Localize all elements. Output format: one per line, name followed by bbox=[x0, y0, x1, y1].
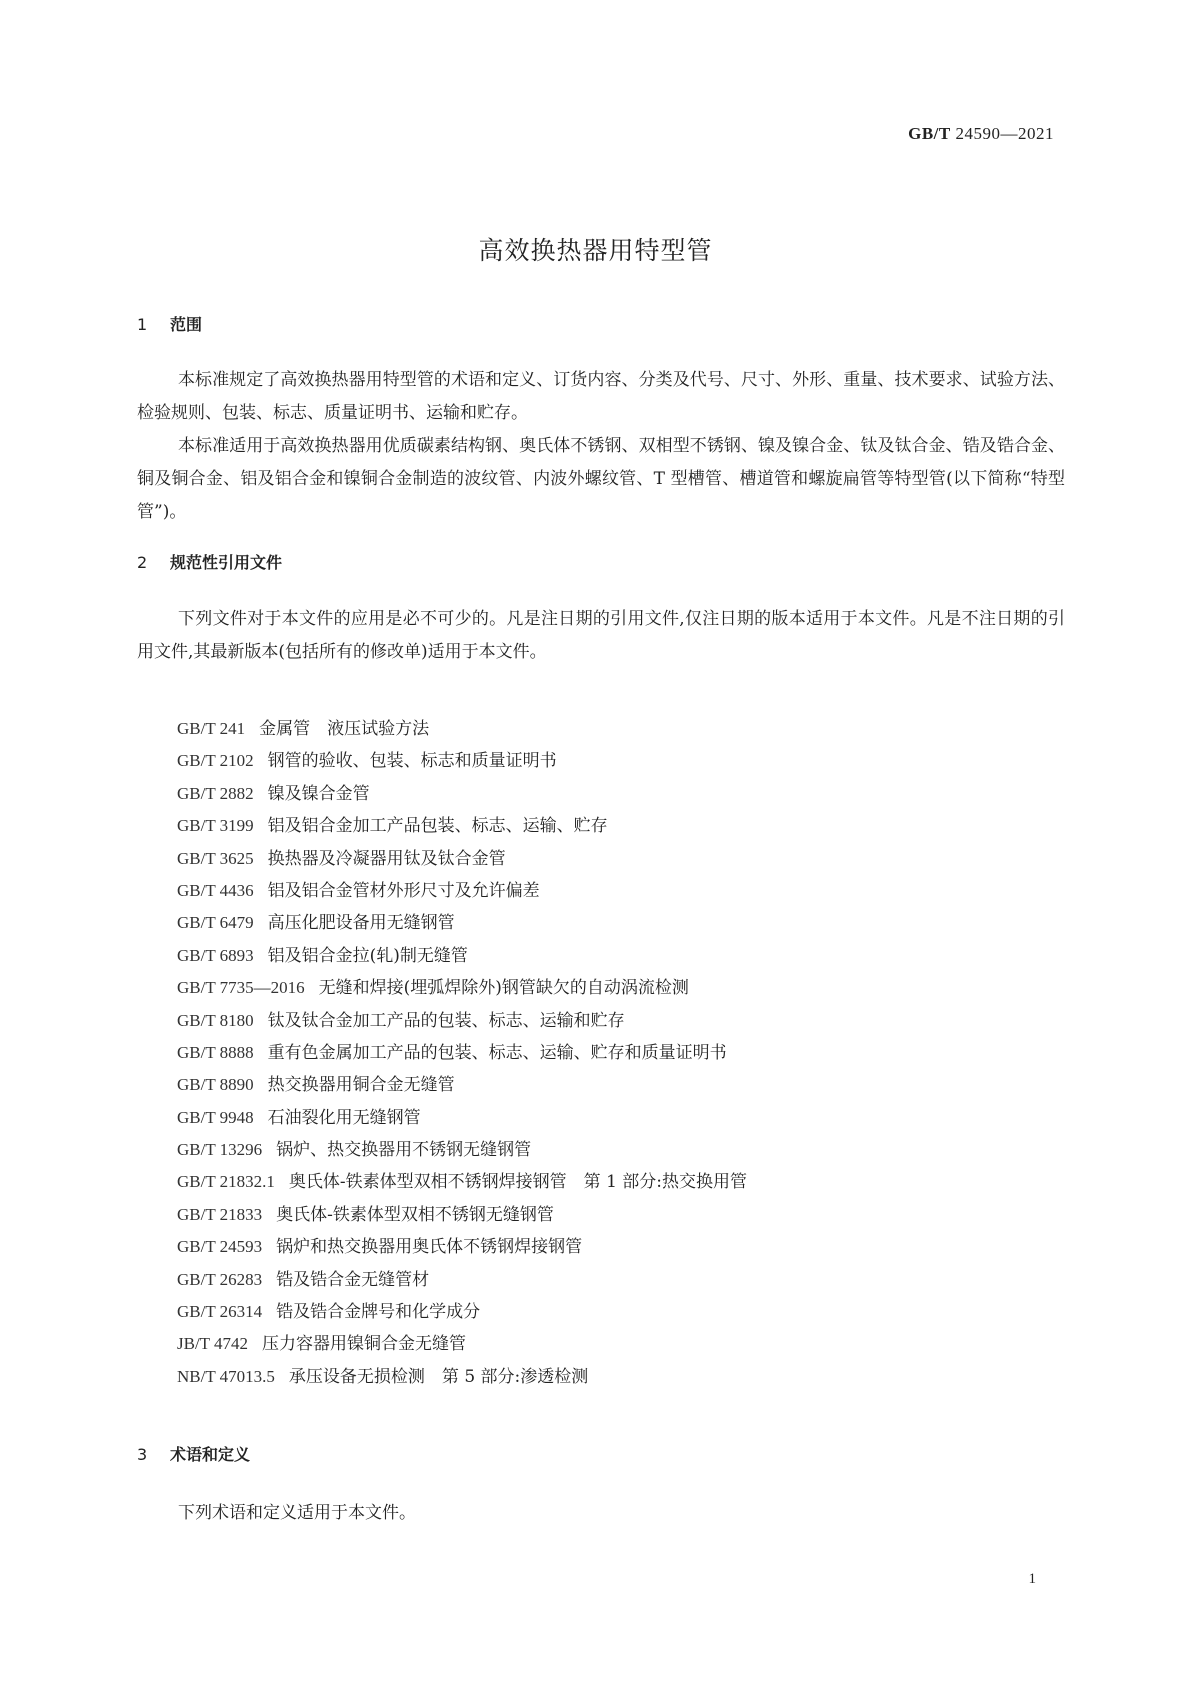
reference-code: GB/T 7735—2016 bbox=[177, 978, 305, 998]
reference-item bbox=[177, 778, 747, 810]
reference-code: GB/T 8890 bbox=[177, 1075, 254, 1095]
reference-code: GB/T 3199 bbox=[177, 816, 254, 836]
reference-title: 镍及镍合金管 bbox=[267, 783, 370, 804]
reference-item bbox=[177, 713, 747, 745]
standard-code bbox=[908, 124, 1054, 144]
scope-paragraph-1: 本标准规定了高效换热器用特型管的术语和定义、订货内容、分类及代号、尺寸、外形、重量、技术要求、试验方法、检验规则、包装、标志、质量证明书、运输和贮存。 bbox=[137, 370, 1065, 423]
reference-item bbox=[177, 1361, 747, 1393]
standard-number: 24590—2021 bbox=[955, 124, 1054, 143]
reference-title: 锅炉、热交换器用不锈钢无缝钢管 bbox=[276, 1140, 532, 1161]
reference-item bbox=[177, 1264, 747, 1296]
standard-prefix: GB/T bbox=[908, 124, 951, 143]
reference-item bbox=[177, 972, 747, 1004]
reference-item bbox=[177, 1069, 747, 1101]
reference-item bbox=[177, 1134, 747, 1166]
reference-code: GB/T 241 bbox=[177, 719, 246, 738]
reference-item bbox=[177, 1037, 747, 1069]
references-intro: 下列文件对于本文件的应用是必不可少的。凡是注日期的引用文件,仅注日期的版本适用于本文件。凡是不注日期的引用文件,其最新版本(包括所有的修改单)适用于本文件。 bbox=[137, 609, 1065, 662]
reference-title: 无缝和焊接(埋弧焊除外)钢管缺欠的自动涡流检测 bbox=[318, 978, 689, 999]
section-number: 2 bbox=[137, 553, 148, 572]
reference-item bbox=[177, 875, 747, 907]
reference-item bbox=[177, 1328, 747, 1360]
reference-code: GB/T 24593 bbox=[177, 1237, 263, 1257]
reference-item bbox=[177, 1005, 747, 1037]
reference-title: 铝及铝合金拉(轧)制无缝管 bbox=[267, 945, 468, 966]
reference-item bbox=[177, 810, 747, 842]
reference-title: 金属管 液压试验方法 bbox=[259, 719, 430, 739]
reference-title: 换热器及冷凝器用钛及钛合金管 bbox=[267, 848, 506, 869]
reference-code: GB/T 3625 bbox=[177, 848, 254, 868]
reference-list bbox=[177, 713, 747, 1393]
reference-code: GB/T 13296 bbox=[177, 1140, 263, 1160]
reference-item bbox=[177, 940, 747, 972]
reference-code: GB/T 2102 bbox=[177, 751, 254, 771]
reference-title: 钢管的验收、包装、标志和质量证明书 bbox=[267, 751, 557, 772]
terms-intro: 下列术语和定义适用于本文件。 bbox=[178, 1503, 416, 1523]
reference-title: 奥氏体-铁素体型双相不锈钢焊接钢管 第 1 部分:热交换用管 bbox=[288, 1172, 748, 1193]
reference-title: 承压设备无损检测 第 5 部分:渗透检测 bbox=[288, 1366, 589, 1387]
reference-title: 奥氏体-铁素体型双相不锈钢无缝钢管 bbox=[276, 1204, 554, 1225]
reference-code: GB/T 6479 bbox=[177, 913, 254, 933]
reference-item bbox=[177, 1296, 747, 1328]
reference-title: 压力容器用镍铜合金无缝管 bbox=[262, 1334, 467, 1355]
reference-code: GB/T 21833 bbox=[177, 1204, 263, 1224]
reference-title: 铝及铝合金管材外形尺寸及允许偏差 bbox=[267, 880, 540, 901]
reference-item bbox=[177, 1102, 747, 1134]
reference-title: 钛及钛合金加工产品的包装、标志、运输和贮存 bbox=[267, 1010, 625, 1031]
reference-title: 铝及铝合金加工产品包装、标志、运输、贮存 bbox=[267, 816, 608, 837]
reference-title: 热交换器用铜合金无缝管 bbox=[267, 1075, 455, 1096]
section-title: 规范性引用文件 bbox=[170, 553, 283, 572]
reference-title: 锆及锆合金无缝管材 bbox=[276, 1269, 430, 1290]
reference-title: 锆及锆合金牌号和化学成分 bbox=[276, 1302, 481, 1323]
scope-paragraph-2: 本标准适用于高效换热器用优质碳素结构钢、奥氏体不锈钢、双相型不锈钢、镍及镍合金、钛及钛合金、锆及锆合金、铜及铜合金、铝及铝合金和镍铜合金制造的波纹管、内波外螺纹管、T 型槽管、槽道管和螺旋扁管等特型管(以下简称“特型管”)。 bbox=[137, 436, 1065, 522]
page-number: 1 bbox=[1028, 1571, 1036, 1587]
reference-code: GB/T 21832.1 bbox=[177, 1172, 275, 1192]
reference-title: 石油裂化用无缝钢管 bbox=[267, 1107, 421, 1128]
reference-code: GB/T 8888 bbox=[177, 1042, 254, 1062]
reference-item bbox=[177, 745, 747, 777]
reference-code: GB/T 26283 bbox=[177, 1269, 263, 1289]
section-number: 3 bbox=[137, 1445, 148, 1464]
section-number: 1 bbox=[137, 315, 148, 334]
section-title: 术语和定义 bbox=[170, 1445, 251, 1464]
reference-title: 高压化肥设备用无缝钢管 bbox=[267, 913, 455, 934]
reference-code: GB/T 4436 bbox=[177, 880, 254, 900]
section-1-heading bbox=[137, 312, 202, 335]
reference-item bbox=[177, 907, 747, 939]
section-2-heading bbox=[137, 550, 282, 573]
reference-title: 锅炉和热交换器用奥氏体不锈钢焊接钢管 bbox=[276, 1237, 583, 1258]
section-3-heading bbox=[137, 1442, 250, 1465]
section-title: 范围 bbox=[170, 315, 203, 334]
reference-code: GB/T 8180 bbox=[177, 1010, 254, 1030]
reference-item bbox=[177, 1231, 747, 1263]
reference-code: GB/T 26314 bbox=[177, 1302, 263, 1322]
reference-item bbox=[177, 1199, 747, 1231]
reference-title: 重有色金属加工产品的包装、标志、运输、贮存和质量证明书 bbox=[267, 1042, 727, 1063]
reference-code: GB/T 9948 bbox=[177, 1107, 254, 1127]
reference-code: JB/T 4742 bbox=[177, 1334, 249, 1354]
reference-code: NB/T 47013.5 bbox=[177, 1366, 275, 1386]
reference-item bbox=[177, 1166, 747, 1198]
reference-item bbox=[177, 843, 747, 875]
reference-code: GB/T 6893 bbox=[177, 945, 254, 965]
document-title: 高效换热器用特型管 bbox=[478, 236, 713, 265]
reference-code: GB/T 2882 bbox=[177, 783, 254, 803]
